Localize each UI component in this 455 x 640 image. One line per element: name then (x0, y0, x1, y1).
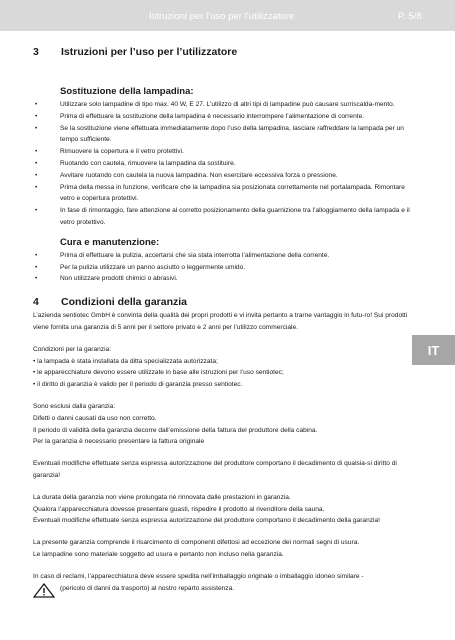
lamp-replacement-heading: Sostituzione della lampadina: (60, 86, 194, 97)
warning-line (33, 583, 415, 598)
warranty-modifications-note (33, 458, 415, 482)
list-item: • Ruotando con cautela, rimuovere la lampadina da sostituire. (33, 158, 415, 170)
list-item: • Utilizzare solo lampadine di tipo max. 40 W, E 27. L’utilizzo di altri tipi di lampadine può causare surriscalda-mento. (33, 99, 415, 111)
page-content (33, 46, 415, 598)
section-4-number: 4 (33, 296, 39, 309)
warranty-conditions (33, 344, 415, 391)
paragraph-line: • la lampada è stata installata da ditta specializzata autorizzata; (33, 357, 218, 365)
list-item: • Prima di effettuare la pulizia, accertarsi che sia stata interrotta l’alimentazione della corrente. (33, 250, 415, 262)
list-item: • Prima della messa in funzione, verificare che la lampadina sia posizionata correttamente nel portalampada. Rimontare vetro e copertura protettivi. (33, 182, 415, 206)
section-4-heading (33, 296, 415, 308)
list-item: • Non utilizzare prodotti chimici o abrasivi. (33, 273, 415, 285)
warranty-exclusions (33, 401, 415, 448)
list-item: • Avvitare ruotando con cautela la nuova lampadina. Non esercitare eccessiva forza o pressione. (33, 170, 415, 182)
warranty-paragraph (33, 310, 415, 334)
paragraph-line: Il periodo di validità della garanzia decorre dall’emissione della fattura del produttore della cabina. (33, 426, 318, 434)
paragraph-line: Eventuali modifiche effettuate senza espressa autorizzazione del produttore comportano il decadimento della garanzia! (33, 517, 380, 525)
paragraph-line: Difetti o danni causati da uso non corretto. (33, 414, 157, 422)
warning-triangle-icon (33, 583, 55, 598)
care-maintenance-heading: Cura e manutenzione: (60, 236, 160, 248)
header-title: Istruzioni per l’uso per l’utilizzatore (149, 11, 295, 22)
list-item: • Rimuovere la copertura e il vetro protettivi. (33, 146, 415, 158)
paragraph-line: • il diritto di garanzia è valido per il periodo di garanzia presso sentiotec. (33, 381, 243, 389)
paragraph-line: (pericolo di danni da trasporto) al nostro reparto assistenza. (60, 584, 235, 592)
warranty-duration (33, 492, 415, 527)
section-3-heading (33, 46, 415, 58)
list-item: • In fase di rimontaggio, fare attenzione al corretto posizionamento della guarnizione tra l’alloggiamento della lampada e il vetro protettivo. (33, 205, 415, 229)
paragraph-line: Qualora l’apparecchiatura dovesse presentare guasti, rispedire il prodotto al rivenditore della sauna. (33, 505, 325, 513)
section-4-title: Condizioni della garanzia (61, 296, 188, 309)
paragraph-line: La presente garanzia comprende il risarcimento di componenti difettosi ad eccezione dei normali segni di usura. (33, 539, 360, 547)
section-3-title: Istruzioni per l’uso per l’utilizzatore (61, 46, 238, 58)
section-3-number: 3 (33, 46, 39, 58)
care-maintenance-list (33, 250, 415, 285)
complaints-paragraph (33, 571, 415, 598)
paragraph-line: La durata della garanzia non viene prolungata né rinnovata dalle prestazioni in garanzia. (33, 493, 291, 501)
lamp-replacement-list (33, 99, 415, 229)
warranty-coverage (33, 537, 415, 561)
list-item: • Per la pulizia utilizzare un panno asciutto o leggermente umido. (33, 262, 415, 274)
paragraph-line: • le apparecchiature devono essere utilizzate in base alle istruzioni per l’uso sentiotec; (33, 369, 284, 377)
page-number: P. 5/8 (398, 11, 422, 22)
paragraph-line: In caso di reclami, l’apparecchiatura deve essere spedita nell’imballaggio originale o imballaggio idoneo similare - (33, 572, 364, 580)
paragraph-line: Sono esclusi dalla garanzia: (33, 402, 116, 410)
language-badge: IT (412, 335, 455, 365)
paragraph-line: Per la garanzia è necessario presentare la fattura originale (33, 438, 205, 446)
paragraph-line: L’azienda sentiotec GmbH è convinta della qualità dei propri prodotti e vi invita pertanto a trarne vantaggio in futu-ro! Sui prodotti viene fornita una garanzia di 5 anni per il settore privato e 2 anni per l’utilizzo commerciale. (33, 312, 408, 331)
list-item: • Se la sostituzione viene effettuata immediatamente dopo l’uso della lampadina, lasciare raffreddare la lampada per un tempo sufficiente. (33, 123, 415, 147)
paragraph-line: Eventuali modifiche effettuate senza espressa autorizzazione del produttore comportano il decadimento di qualsia-si diritto di garanzia! (33, 460, 397, 479)
page-header (0, 0, 455, 31)
list-item: • Prima di effettuare la sostituzione della lampadina è necessario interrompere l’alimentazione di corrente. (33, 111, 415, 123)
paragraph-line: Condizioni per la garanzia: (33, 345, 112, 353)
paragraph-line: Le lampadine sono materiale soggetto ad usura e pertanto non incluso nella garanzia. (33, 550, 284, 558)
